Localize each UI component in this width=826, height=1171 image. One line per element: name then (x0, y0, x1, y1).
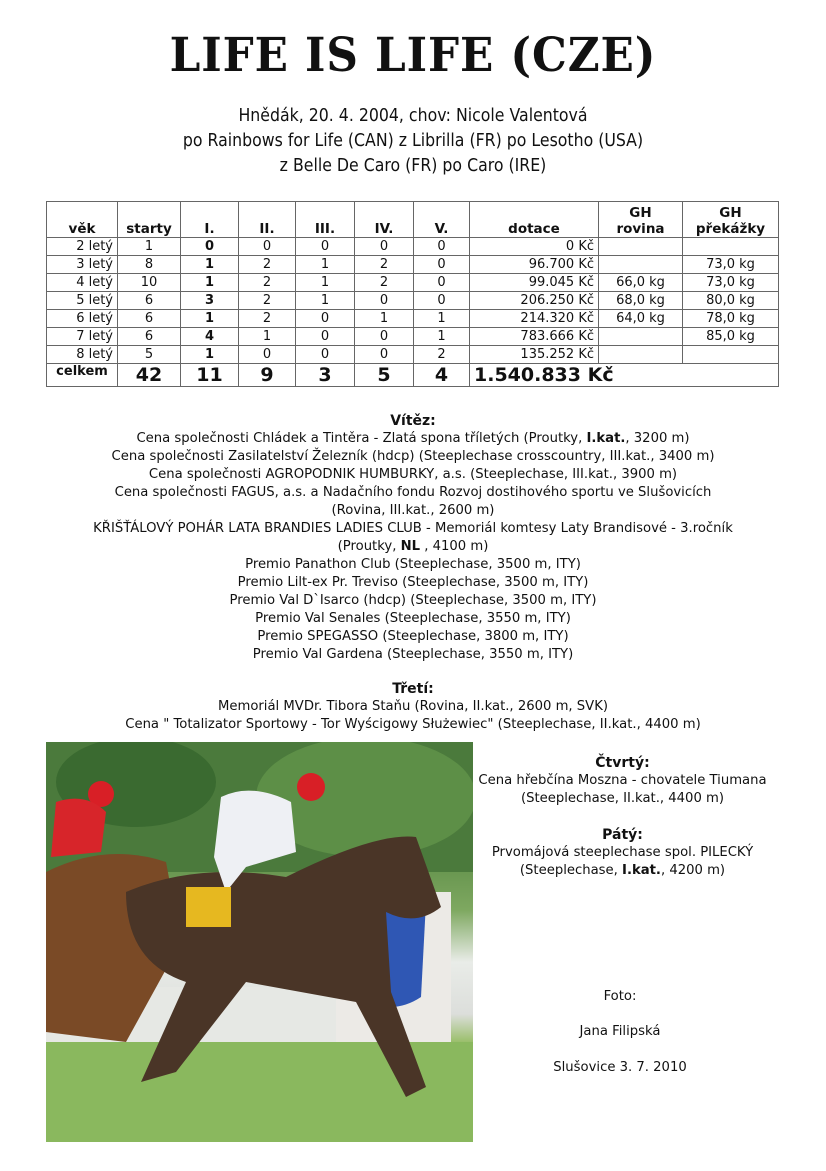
gh-jumps-cell: 80,0 kg (683, 292, 779, 310)
fifth-cell: 2 (414, 346, 470, 364)
jockey-helmet (297, 773, 325, 801)
first-cell: 1 (181, 256, 239, 274)
third-race-line: Cena " Totalizator Sportowy - Tor Wyścigowy Służewiec" (Steeplechase, II.kat., 4400 m) (125, 717, 701, 732)
winner-race-line (0, 484, 826, 502)
second-cell: 2 (239, 256, 296, 274)
third-cell: 0 (296, 238, 355, 256)
second-cell: 1 (239, 328, 296, 346)
prize-cell: 99.045 Kč (470, 274, 599, 292)
pedigree-line2: z Belle De Caro (FR) po Caro (IRE) (279, 156, 547, 176)
fourth-cell: 0 (355, 328, 414, 346)
fourth-cell: 0 (355, 346, 414, 364)
third-cell: 1 (296, 274, 355, 292)
table-row (47, 346, 779, 364)
total-cell: 11 (181, 364, 239, 387)
fifth-race-line: Prvomájová steeplechase spol. PILECKÝ (491, 845, 754, 860)
race-text: (Rovina, III.kat., 2600 m) (331, 503, 495, 518)
gh-jumps-cell (683, 346, 779, 364)
winner-race-line (0, 538, 826, 556)
age-cell: 6 letý (47, 310, 118, 328)
total-cell: 1.540.833 Kč (470, 364, 779, 387)
total-label: celkem (47, 364, 118, 387)
table-row (47, 328, 779, 346)
gh-flat-cell (599, 328, 683, 346)
fifth-place-section (470, 826, 775, 880)
fifth-cell: 1 (414, 328, 470, 346)
prize-cell: 0 Kč (470, 238, 599, 256)
race-text: (Proutky, (337, 539, 401, 554)
fourth-race-line: (Steeplechase, II.kat., 4400 m) (520, 791, 725, 806)
age-cell: 8 letý (47, 346, 118, 364)
gh-label: GH (719, 205, 742, 221)
race-text: Premio Lilt-ex Pr. Treviso (Steeplechase, 3500 m, ITY) (237, 575, 589, 590)
winner-heading: Vítěz: (390, 413, 436, 429)
race-text: Premio Val Senales (Steeplechase, 3550 m, ITY) (255, 611, 571, 626)
col-header-fourth: IV. (355, 202, 414, 238)
race-text: , 4100 m) (420, 539, 489, 554)
age-cell: 3 letý (47, 256, 118, 274)
second-cell: 2 (239, 274, 296, 292)
race-category: I.kat. (586, 431, 626, 446)
third-heading: Třetí: (392, 681, 434, 697)
race-text: , 3200 m) (625, 431, 690, 446)
first-cell: 1 (181, 310, 239, 328)
fifth-cell: 0 (414, 274, 470, 292)
photographer-name: Jana Filipská (579, 1024, 661, 1039)
race-text: Premio Val D`Isarco (hdcp) (Steeplechase, 3500 m, ITY) (229, 593, 597, 608)
first-cell: 1 (181, 274, 239, 292)
starts-cell: 6 (118, 292, 181, 310)
col-header-fifth: V. (414, 202, 470, 238)
gh-flat-cell: 68,0 kg (599, 292, 683, 310)
place-date: Slušovice 3. 7. 2010 (553, 1060, 687, 1075)
fourth-cell: 0 (355, 238, 414, 256)
race-text: Cena společnosti FAGUS, a.s. a Nadačního fondu Rozvoj dostihového sportu ve Slušovicích (114, 485, 712, 500)
fourth-cell: 2 (355, 256, 414, 274)
table-row (47, 310, 779, 328)
third-cell: 0 (296, 328, 355, 346)
starts-cell: 6 (118, 328, 181, 346)
total-cell: 5 (355, 364, 414, 387)
race-text: Premio Panathon Club (Steeplechase, 3500 m, ITY) (245, 557, 581, 572)
total-cell: 9 (239, 364, 296, 387)
total-row (47, 364, 779, 387)
third-cell: 0 (296, 346, 355, 364)
fourth-race-line: Cena hřebčína Moszna - chovatele Tiumana (478, 773, 767, 788)
starts-cell: 8 (118, 256, 181, 274)
third-place-section (0, 680, 826, 734)
career-stats-table (46, 201, 779, 387)
prize-cell: 96.700 Kč (470, 256, 599, 274)
page-title: LIFE IS LIFE (CZE) (169, 28, 657, 83)
fifth-race-line (470, 862, 775, 880)
third-cell: 1 (296, 292, 355, 310)
col-header-gh-flat (599, 202, 683, 238)
winner-race-line (0, 556, 826, 574)
winner-race-line (0, 466, 826, 484)
gh-label: GH (629, 205, 652, 221)
race-category: I.kat. (622, 863, 661, 878)
flat-label: rovina (616, 221, 665, 237)
gh-jumps-cell: 78,0 kg (683, 310, 779, 328)
saddle-cloth (186, 887, 231, 927)
fourth-cell: 2 (355, 274, 414, 292)
col-header-starts: starty (118, 202, 181, 238)
winner-race-line (0, 592, 826, 610)
col-header-age: věk (47, 202, 118, 238)
col-header-gh-jumps (683, 202, 779, 238)
table-header-row (47, 202, 779, 238)
race-text: Cena společnosti Chládek a Tintěra - Zlatá spona tříletých (Proutky, (136, 431, 587, 446)
race-text: KŘIŠŤÁLOVÝ POHÁR LATA BRANDIES LADIES CLUB - Memoriál komtesy Laty Brandisové - 3.ročník (93, 521, 733, 536)
total-cell: 3 (296, 364, 355, 387)
jockey-silks (51, 799, 106, 857)
gh-flat-cell (599, 346, 683, 364)
fourth-place-section (470, 754, 775, 808)
race-text: Premio Val Gardena (Steeplechase, 3550 m, ITY) (252, 647, 574, 662)
winner-section (0, 412, 826, 664)
starts-cell: 5 (118, 346, 181, 364)
gh-flat-cell (599, 256, 683, 274)
photo-credit-label: Foto: (603, 989, 637, 1004)
horse-race-illustration (46, 742, 473, 1142)
jumps-label: překážky (695, 221, 766, 237)
starts-cell: 10 (118, 274, 181, 292)
race-photo (46, 742, 473, 1142)
age-cell: 2 letý (47, 238, 118, 256)
race-text: Cena společnosti Zasilatelství Železník (hdcp) (Steeplechase crosscountry, III.kat., 3400 m) (111, 449, 715, 464)
winner-race-line (0, 502, 826, 520)
table-row (47, 274, 779, 292)
first-cell: 0 (181, 238, 239, 256)
fifth-cell: 0 (414, 238, 470, 256)
first-cell: 3 (181, 292, 239, 310)
winner-race-line (0, 574, 826, 592)
first-cell: 1 (181, 346, 239, 364)
total-cell: 42 (118, 364, 181, 387)
col-header-first: I. (181, 202, 239, 238)
third-race-line: Memoriál MVDr. Tibora Staňu (Rovina, II.kat., 2600 m, SVK) (217, 699, 608, 714)
gh-jumps-cell (683, 238, 779, 256)
winner-race-line (0, 646, 826, 664)
age-cell: 5 letý (47, 292, 118, 310)
col-header-prize-money: dotace (470, 202, 599, 238)
table-row (47, 256, 779, 274)
gh-jumps-cell: 73,0 kg (683, 274, 779, 292)
fifth-cell: 0 (414, 292, 470, 310)
third-cell: 0 (296, 310, 355, 328)
second-cell: 2 (239, 310, 296, 328)
gh-jumps-cell: 73,0 kg (683, 256, 779, 274)
col-header-second: II. (239, 202, 296, 238)
prize-cell: 783.666 Kč (470, 328, 599, 346)
gh-flat-cell: 66,0 kg (599, 274, 683, 292)
total-cell: 4 (414, 364, 470, 387)
fifth-cell: 0 (414, 256, 470, 274)
second-cell: 0 (239, 238, 296, 256)
fourth-cell: 0 (355, 292, 414, 310)
prize-cell: 214.320 Kč (470, 310, 599, 328)
race-category: NL (400, 539, 421, 554)
age-cell: 4 letý (47, 274, 118, 292)
table-row (47, 292, 779, 310)
race-text: Premio SPEGASSO (Steeplechase, 3800 m, ITY) (257, 629, 569, 644)
winner-race-line (0, 610, 826, 628)
col-header-third: III. (296, 202, 355, 238)
horse-info-line1: Hnědák, 20. 4. 2004, chov: Nicole Valentová (238, 106, 588, 126)
starts-cell: 6 (118, 310, 181, 328)
race-text: Cena společnosti AGROPODNIK HUMBURKY, a.s. (Steeplechase, III.kat., 3900 m) (148, 467, 678, 482)
starts-cell: 1 (118, 238, 181, 256)
race-text: (Steeplechase, (519, 863, 623, 878)
winner-race-line (0, 520, 826, 538)
third-cell: 1 (296, 256, 355, 274)
gh-flat-cell: 64,0 kg (599, 310, 683, 328)
first-cell: 4 (181, 328, 239, 346)
prize-cell: 206.250 Kč (470, 292, 599, 310)
fifth-heading: Pátý: (602, 827, 643, 843)
fourth-heading: Čtvrtý: (595, 755, 650, 771)
pedigree-line1: po Rainbows for Life (CAN) z Librilla (FR) po Lesotho (USA) (182, 131, 644, 151)
winner-race-line (0, 448, 826, 466)
fourth-cell: 1 (355, 310, 414, 328)
second-cell: 0 (239, 346, 296, 364)
gh-jumps-cell: 85,0 kg (683, 328, 779, 346)
age-cell: 7 letý (47, 328, 118, 346)
second-cell: 2 (239, 292, 296, 310)
race-text: , 4200 m) (660, 863, 726, 878)
winner-race-line (0, 628, 826, 646)
prize-cell: 135.252 Kč (470, 346, 599, 364)
winner-race-line (0, 430, 826, 448)
gh-flat-cell (599, 238, 683, 256)
fifth-cell: 1 (414, 310, 470, 328)
table-row (47, 238, 779, 256)
